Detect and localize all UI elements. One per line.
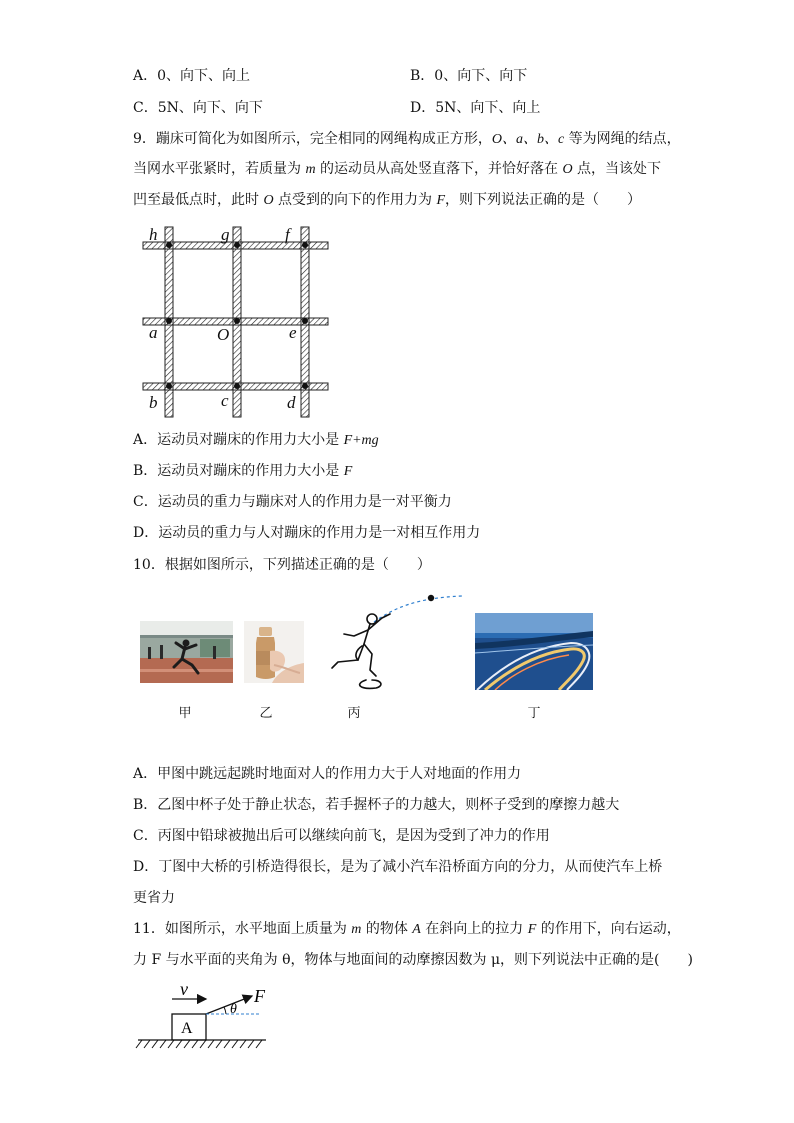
bridge-photo <box>475 613 593 690</box>
q9-stem-line-3: 凹至最低点时，此时 O 点受到的向下的作用力为 F，则下列说法正确的是（ ） <box>133 192 642 208</box>
q10-option-a: A．甲图中跳远起跳时地面对人的作用力大于人对地面的作用力 <box>133 766 522 782</box>
q9-option-c: C．运动员的重力与蹦床对人的作用力是一对平衡力 <box>133 494 452 510</box>
caption-yi: 乙 <box>259 706 273 721</box>
q9-stem-line-2: 当网水平张紧时，若质量为 m 的运动员从高处竖直落下，并恰好落在 O 点，当该处下 <box>133 161 662 177</box>
q9-option-d: D．运动员的重力与人对蹦床的作用力是一对相互作用力 <box>133 525 481 541</box>
force-label: F <box>254 986 265 1006</box>
node-label-o: O <box>217 325 230 344</box>
velocity-label: v <box>180 982 188 999</box>
long-jump-photo <box>140 621 233 683</box>
q9-option-b: B．运动员对蹦床的作用力大小是 F <box>133 463 353 479</box>
q9-option-a: A．运动员对蹦床的作用力大小是 F+mg <box>133 432 379 448</box>
q8-option-b: B．0、向下、向下 <box>410 68 528 84</box>
node-label-e: e <box>289 323 297 342</box>
angle-theta-label: θ <box>230 1002 237 1017</box>
q8-option-d: D．5N、向下、向上 <box>410 100 541 116</box>
node-label-h: h <box>149 225 158 244</box>
q8-option-a: A．0、向下、向上 <box>133 68 251 84</box>
node-label-a: a <box>149 323 158 342</box>
trampoline-net-figure <box>135 220 335 420</box>
node-label-d: d <box>287 393 296 412</box>
q10-option-d-line-2: 更省力 <box>133 890 175 906</box>
q11-stem-line-2: 力 F 与水平面的夹角为 θ，物体与地面间的动摩擦因数为 μ，则下列说法中正确的是( ) <box>133 952 693 968</box>
node-label-c: c <box>221 391 229 410</box>
caption-bing: 丙 <box>347 706 361 721</box>
block-force-diagram <box>134 982 274 1054</box>
force-arrow <box>206 996 252 1014</box>
q10-option-c: C．丙图中铅球被抛出后可以继续向前飞，是因为受到了冲力的作用 <box>133 828 550 844</box>
shot-put-drawing <box>324 588 464 693</box>
node-label-g: g <box>221 225 230 244</box>
q11-stem-line-1: 11．如图所示，水平地面上质量为 m 的物体 A 在斜向上的拉力 F 的作用下，向右运动， <box>133 921 681 937</box>
bottle-hand-photo <box>244 621 304 683</box>
q9-stem-line-1: 9．蹦床可简化为如图所示，完全相同的网绳构成正方形，O、a、b、c 等为网绳的结点， <box>133 131 681 147</box>
block-label: A <box>181 1020 193 1037</box>
caption-ding: 丁 <box>527 706 541 721</box>
node-label-b: b <box>149 393 158 412</box>
q10-option-b: B．乙图中杯子处于静止状态，若手握杯子的力越大，则杯子受到的摩擦力越大 <box>133 797 620 813</box>
q8-option-c: C．5N、向下、向下 <box>133 100 263 116</box>
caption-jia: 甲 <box>178 706 192 721</box>
node-label-f: f <box>285 225 290 244</box>
q10-stem: 10．根据如图所示，下列描述正确的是（ ） <box>133 557 431 573</box>
q10-option-d-line-1: D．丁图中大桥的引桥造得很长，是为了减小汽车沿桥面方向的分力，从而使汽车上桥 <box>133 859 663 875</box>
